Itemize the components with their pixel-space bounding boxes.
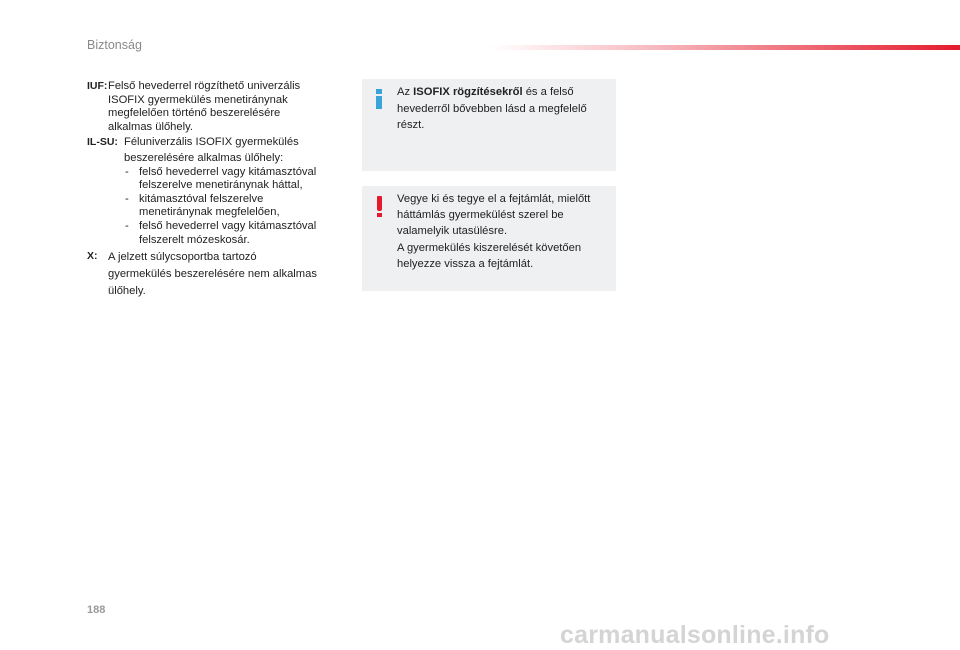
info-icon [374, 87, 384, 109]
warning-box [362, 186, 616, 291]
watermark: carmanualsonline.info [560, 621, 830, 649]
legend-line: - kitámasztóval felszerelve [139, 192, 264, 205]
legend-bullet-list [87, 166, 347, 248]
legend-code-ilsu: IL-SU: [87, 136, 118, 149]
legend-line: ülőhely. [108, 285, 146, 298]
info-line: hevederről bővebben lásd a megfelelő [397, 102, 587, 115]
section-title: Biztonság [87, 38, 142, 52]
isofix-legend [87, 80, 347, 300]
legend-text-iuf [87, 80, 347, 134]
warning-line: helyezze vissza a fejtámlát. [397, 257, 534, 270]
legend-line: Felső hevederrel rögzíthető univerzális [108, 80, 301, 92]
legend-line: beszerelésére alkalmas ülőhely: [124, 151, 284, 164]
warning-line: A gyermekülés kiszerelését követően [397, 241, 582, 254]
legend-code-iuf: IUF: [87, 80, 108, 92]
legend-entry-ilsu [87, 136, 347, 247]
warning-line: Vegye ki és tegye el a fejtámlát, mielőtt [397, 193, 591, 205]
legend-line: ISOFIX gyermekülés menetiránynak [108, 93, 288, 106]
warning-line: háttámlás gyermekülést szerel be [397, 209, 564, 222]
header-accent-bar [490, 45, 960, 50]
legend-line: Féluniverzális ISOFIX gyermekülés [124, 136, 299, 149]
legend-line: gyermekülés beszerelésére nem alkalmas [108, 268, 317, 281]
info-bold-term: ISOFIX rögzítésekről [413, 86, 523, 98]
list-item [124, 166, 347, 193]
page-number: 188 [87, 604, 106, 616]
info-box [362, 79, 616, 171]
legend-line: megfelelően történő beszerelésére [108, 107, 281, 120]
legend-text-x [87, 249, 347, 300]
legend-entry-x [87, 249, 347, 300]
legend-line: menetiránynak megfelelően, [139, 206, 280, 219]
legend-entry-iuf [87, 80, 347, 134]
list-item [124, 193, 347, 220]
legend-code-x: X: [87, 250, 98, 263]
info-line: Az ISOFIX rögzítésekről és a felső [397, 86, 574, 98]
legend-line: A jelzett súlycsoportba tartozó [108, 251, 257, 264]
legend-line: felszerelve menetiránynak háttal, [139, 179, 303, 192]
legend-line: - felső hevederrel vagy kitámasztóval [139, 165, 317, 178]
warning-exclamation-icon [374, 194, 384, 217]
list-item [124, 220, 347, 247]
info-line: részt. [397, 119, 425, 131]
warning-line: valamelyik utasülésre. [397, 225, 508, 238]
warning-text [397, 191, 609, 272]
legend-line: alkalmas ülőhely. [108, 120, 193, 133]
info-text [397, 84, 609, 134]
legend-line: - felső hevederrel vagy kitámasztóval [139, 219, 317, 232]
legend-line: felszerelt mózeskosár. [139, 233, 250, 246]
